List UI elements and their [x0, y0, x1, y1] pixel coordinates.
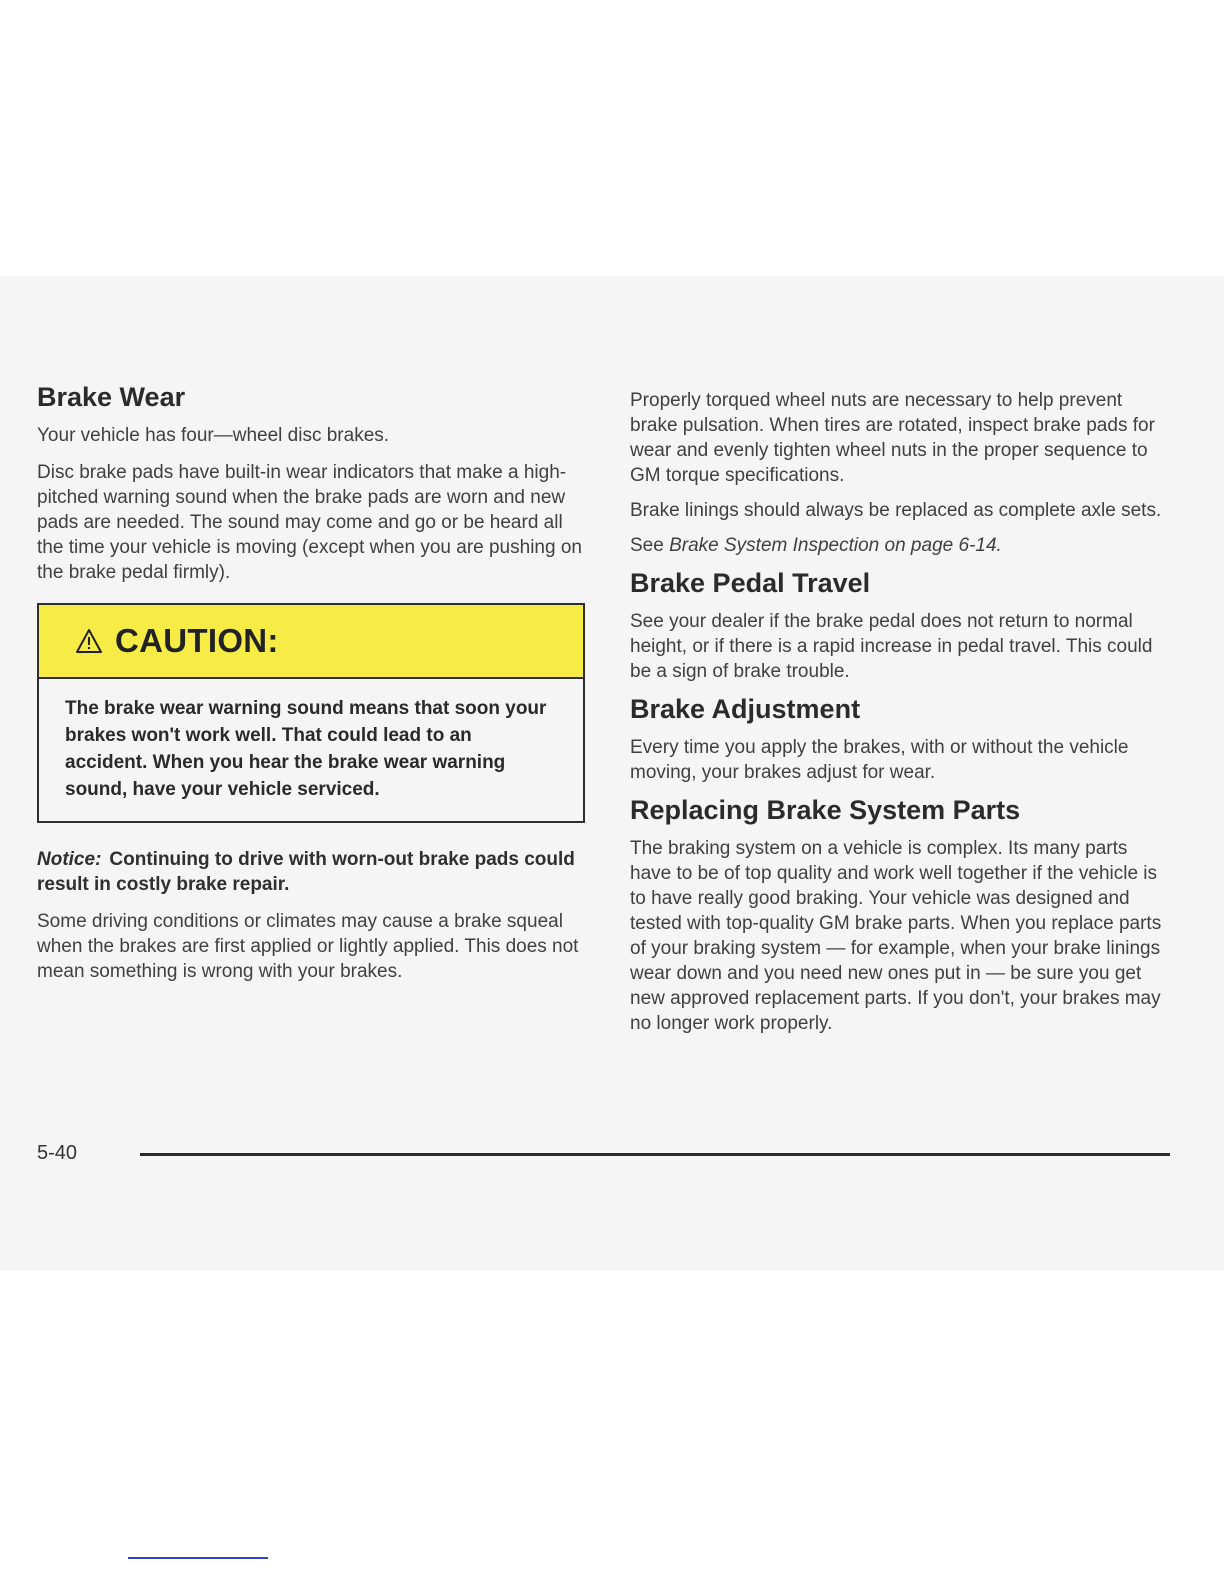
brake-linings-text: Brake linings should always be replaced as complete axle sets. [630, 500, 1162, 521]
left-column [37, 382, 585, 996]
caution-label: CAUTION: [115, 622, 279, 660]
brake-inspection-link[interactable]: Brake System Inspection on page 6-14. [669, 535, 1002, 556]
brake-adjustment-heading: Brake Adjustment [630, 694, 861, 725]
brake-pedal-travel-heading: Brake Pedal Travel [630, 568, 871, 598]
brake-wear-intro: Your vehicle has four—wheel disc brakes. [37, 425, 390, 447]
brake-wear-indicators-text: Disc brake pads have built-in wear indicators that make a high-pitched warning sound when the brake pads are worn and new pads are needed. The sound may come and go or be heard all the time your vehicle is moving (except when you are pushing on the brake pedal firmly). [37, 462, 582, 584]
warning-triangle-icon [75, 628, 103, 654]
brake-pedal-travel-text: See your dealer if the brake pedal does not return to normal height, or if there is a rapid increase in pedal travel. This could be a sign of brake trouble. [630, 611, 1153, 683]
brake-squeal-text: Some driving conditions or climates may cause a brake squeal when the brakes are first applied or lightly applied. This does not mean something is wrong with your brakes. [37, 911, 579, 983]
brake-adjustment-text: Every time you apply the brakes, with or without the vehicle moving, your brakes adjust for wear. [630, 737, 1129, 784]
caution-box [37, 603, 585, 823]
footer-divider [140, 1153, 1170, 1156]
bottom-underline [128, 1557, 268, 1559]
replacing-parts-text: The braking system on a vehicle is complex. Its many parts have to be of top quality and work well together if the vehicle is to have really good braking. Your vehicle was designed and tested with top-quality GM brake parts. When you replace parts of your braking system — for example, when your brake linings wear down and you need new ones put in — be sure you get new approved replacement parts. If you don't, your brakes may no longer work properly. [630, 838, 1162, 1035]
caution-text: The brake wear warning sound means that soon your brakes won't work well. That could lead to an accident. When you hear the brake wear warning sound, have your vehicle serviced. [65, 698, 547, 801]
caution-header [39, 605, 583, 679]
notice-text: Continuing to drive with worn-out brake pads could result in costly brake repair. [37, 849, 575, 896]
notice-label: Notice: [37, 849, 102, 871]
notice [37, 847, 585, 897]
brake-wear-heading: Brake Wear [37, 382, 186, 412]
page-number: 5-40 [37, 1142, 78, 1164]
see-reference [630, 533, 1170, 558]
wheel-nuts-text: Properly torqued wheel nuts are necessary to help prevent brake pulsation. When tires are rotated, inspect brake pads for wear and evenly tighten wheel nuts in the proper sequence to GM torque specifications. [630, 390, 1155, 486]
replacing-parts-heading: Replacing Brake System Parts [630, 795, 1021, 826]
see-prefix: See [630, 535, 664, 556]
right-column [630, 388, 1170, 1046]
